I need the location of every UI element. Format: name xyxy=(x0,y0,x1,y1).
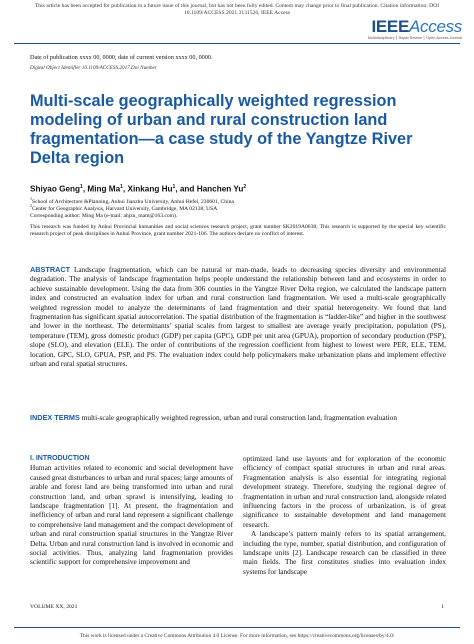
affiliation-text: Center for Geographic Analysis, Harvard University, Cambridge, MA 02138, USA xyxy=(32,205,218,212)
author-sup: 1 xyxy=(120,184,123,190)
notice-line-1: This article has been accepted for publication in a future issue of this journal, but has not been fully edited. Content may change prior to final publication. Citation information: DOI xyxy=(34,3,440,9)
author-name: Shiyao Geng xyxy=(30,184,81,194)
section-heading-introduction: I. INTRODUCTION xyxy=(30,455,90,462)
body-paragraph: A landscape’s pattern mainly refers to its spatial arrangement, including the type, number, spatial distribution, and configuration of landscape units [2]. Landscape research can be classified in three main fields. The first constitutes studies into evaluation index systems for landscape xyxy=(243,529,446,576)
author-sup: 1 xyxy=(172,184,176,190)
logo-access: Access xyxy=(409,17,462,36)
index-terms-heading: INDEX TERMS xyxy=(30,413,80,422)
license-notice: This work is licensed under a Creative Commons Attribution 4.0 License. For more information, see https://creativecommons.org/licenses/by/4.0/ xyxy=(79,633,395,639)
corresponding-author: Corresponding author: Ming Ma (e-mail: ahjzu_mam@163.com). xyxy=(30,213,178,219)
author-sep: , xyxy=(122,184,128,194)
journal-logo xyxy=(368,18,462,41)
index-terms-text: multi-scale geographically weighted regression, urban and rural construction land, fragmentation evaluation xyxy=(81,413,397,422)
author-sup: 1 xyxy=(80,184,83,190)
author-sup: 2 xyxy=(243,184,247,190)
author-list xyxy=(30,182,246,195)
body-column-left xyxy=(30,454,233,567)
notice-line-2: 10.1109/ACCESS.2021.3131526, IEEE Access xyxy=(183,10,291,16)
doi-identifier: Digital Object Identifier 10.1109/ACCESS.2017.Doi Number xyxy=(30,65,157,71)
index-terms xyxy=(30,413,446,422)
abstract-text: Landscape fragmentation, which can be natural or man-made, leads to decreasing species diversity and environmental degradation. The analysis of landscape fragmentation helps people understand the relationship between land and ecosystems in order to achieve sustainable development. Using the data from 306 counties in the Yangtze River Delta region, we calculated the landscape pattern index and constructed an evaluation index for urban and rural construction land fragmentation. We used a multi-scale geographically weighted regression model to analyze the determinants of land fragmentation and their spatial heterogeneity. We found that land fragmentation has significant spatial autocorrelation. The spatial distribution of the fragmentation is “ladder-like” and higher in the southwest and lower in the northeast. The determinants’ spatial scales from largest to smallest are average yearly precipitation, population (PS), temperature (TEM), gross domestic product (GDP) per capita (GPC), GDP per unit area (GPUA), proportion of secondary production (PSP), slope (SLO), and elevation (ELE). The order of contributions of the regression coefficient from highest to lowest were PER, ELE, TEM, location, GPC, SLO, GPUA, PSP, and PS. The evaluation index could help policymakers make urbanization plans and implement effective urban and rural spatial structures. xyxy=(30,265,446,369)
author-name: Ming Ma xyxy=(87,184,121,194)
author-sep: , xyxy=(82,184,88,194)
logo-wordmark xyxy=(368,18,462,36)
publication-date: Date of publication xxxx 00, 0000, date of current version xxxx 00, 0000. xyxy=(30,54,213,61)
affiliation-sup: 1 xyxy=(30,196,32,201)
author-sep: , and xyxy=(175,184,197,194)
body-paragraph: Human activities related to economic and social development have caused great disturbances to urban and rural spaces; large amounts of arable and forest land are being transformed into urban and rural construction land, and urban sprawl is intensifying, leading to landscape fragmentation [1]. At present, the fragmentation and inefficiency of urban and rural land represent a significant challenge to comprehensive land management and the compact development of urban and rural construction spatial structures in the Yangtze River Delta. Urban and rural construction land is involved in economic and social activities. Thus, analyzing land fragmentation provides scientific support for comprehensive improvement and xyxy=(30,463,233,567)
paper-title: Multi-scale geographically weighted regression modeling of urban and rural construction land fragmentation—a case study of the Yangtze River Delta region xyxy=(30,92,413,167)
affiliation-2 xyxy=(30,202,217,213)
footer-volume: VOLUME XX, 2021 xyxy=(30,604,78,610)
affiliation-text: School of Architecture &Planning, Anhui Jianzhu University, Anhui Hefei, 230601, China xyxy=(32,198,234,205)
affiliation-sup: 2 xyxy=(30,203,32,208)
logo-tagline: Multidisciplinary ⎮ Rapid Review ⎮ Open Access Journal xyxy=(367,36,462,40)
footer-page-number: 1 xyxy=(441,604,444,610)
body-column-right xyxy=(243,454,446,576)
abstract-heading: ABSTRACT xyxy=(30,265,71,274)
funding-statement: This research was funded by Anhui Provincial humanities and social sciences research project, grant number SK2019A0638; This research is supported by the special key scientific research project of peak disciplines in Anhui Province, grant number 2021-106. The authors declare no conflict of interest. xyxy=(30,224,446,237)
author-name: Xinkang Hu xyxy=(127,184,173,194)
body-paragraph: optimized land use layouts and for exploration of the economic efficiency of compact spatial structures in urban and rural areas. Fragmentation analysis is also essential for integrating regional development strategy. Therefore, studying the regional degree of fragmentation in urban and rural construction land, alongside related influencing factors in the process of urbanization, is of great significance to sustainable development and land management research. xyxy=(243,454,446,529)
author-name: Hanchen Yu xyxy=(196,184,244,194)
abstract xyxy=(30,265,446,368)
header-rule xyxy=(14,43,460,44)
footer-rule xyxy=(14,627,460,628)
publication-notice xyxy=(20,3,454,17)
logo-ieee: IEEE xyxy=(371,17,409,36)
